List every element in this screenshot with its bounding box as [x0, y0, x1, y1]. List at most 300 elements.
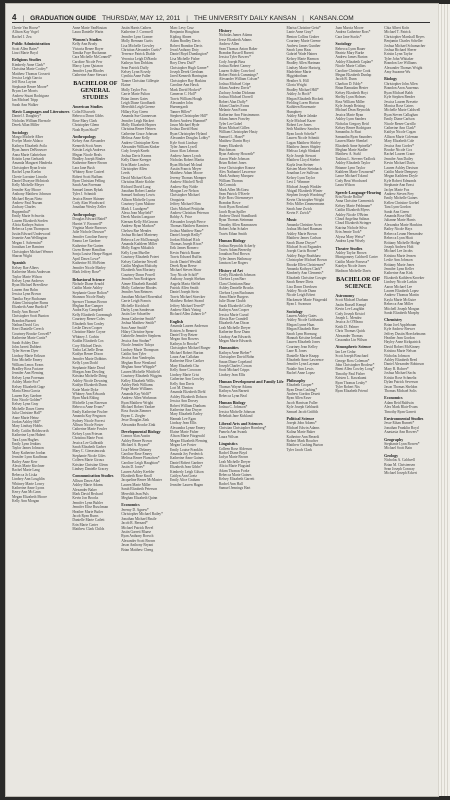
graduate-name: Andrew Paul Nuzum — [12, 201, 43, 206]
graduate-name: Michael T. Patrick — [384, 30, 411, 35]
graduate-name: Catherine Ann Clark* — [384, 125, 416, 130]
graduate-name: Mark J. Lundgren* — [121, 206, 149, 211]
graduate-name: Lindsey Jean Ellis — [218, 372, 246, 377]
graduate-name: Cameron C. Holl* — [170, 92, 197, 97]
graduate-name: Cynthia Anne Fuller — [121, 74, 151, 79]
graduate-name: Benjamin Houghton — [170, 30, 200, 35]
graduate-name: Allison Marie Coleman — [384, 134, 419, 139]
major-heading: Public Administration — [12, 41, 50, 47]
graduate-name: Hayley Anne Kirkpatrick — [384, 340, 421, 345]
graduate-name: Tyler Lee Gabel — [218, 121, 243, 126]
graduate-name: Hilary Christine Spear — [121, 330, 154, 335]
graduate-name: Megan Elizabeth Dunlap — [335, 73, 372, 78]
graduate-name: Bradley Ross Faciane — [12, 367, 44, 372]
graduate-name: Meghan Anne Whipple* — [121, 365, 157, 370]
graduate-name: Lauren Elizabeth Jones — [286, 340, 321, 345]
graduate-name: Sarah Lynn Haas — [286, 48, 312, 53]
graduate-name: Mary Lindsay Hobbs — [12, 424, 43, 429]
graduate-name: Samuel James Rybak — [72, 187, 103, 192]
graduate-name: Aaron Wade Johnson — [218, 156, 250, 161]
graduate-name: Brandon Lee Williams — [384, 61, 417, 66]
graduate-name: Ashley Paige Bradshaw — [286, 253, 321, 258]
graduate-name: Meghan Elizabeth Quinn — [121, 496, 158, 501]
name-column-1 — [12, 26, 69, 792]
major-heading: Biology — [384, 76, 398, 82]
graduate-name: Lisa Michelle Crowley — [121, 43, 155, 48]
graduate-name: Anna Christine Carmenick — [335, 199, 374, 204]
graduate-name: Jennifer Caroline Emery — [72, 234, 108, 239]
graduate-name: Ryan James DeBrouwer — [12, 148, 47, 153]
graduate-name: Christopher Glenn — [72, 123, 100, 128]
graduate-name: Jeffrey Dustin Hoeckelmann — [384, 331, 426, 336]
graduate-name: Stephanie Grace Bolton* — [72, 290, 109, 295]
graduate-name: Benjamin Charles Scheller — [384, 39, 423, 44]
graduate-name: Scott Joseph Bouchard — [335, 354, 369, 359]
graduate-name: Jessica Lynn Brown — [12, 292, 41, 297]
newspaper-stack-edge — [438, 4, 450, 796]
graduate-name: Scott Allen Bates* — [12, 46, 39, 51]
graduate-name: Kathryn Elizabeth Avila — [12, 143, 47, 148]
graduate-name: Catherine Marie Fowler — [72, 427, 107, 432]
major-heading: Human Development and Family Life — [218, 379, 284, 385]
graduate-name: Stephanie Nicole Giles — [72, 453, 106, 458]
graduate-name: Thomas Matthew Ramirez — [170, 224, 209, 229]
graduate-name: Julia Christine Hall* — [12, 411, 42, 416]
graduate-name: Stephanie Renee Moore* — [12, 84, 49, 89]
major-heading: Theatre Studies — [335, 245, 363, 251]
graduate-name: Matthew A. Stahl — [335, 152, 361, 157]
graduate-name: Alex Mark Blair-Evans — [384, 405, 418, 410]
graduate-name: Andrew David Standhardt — [218, 214, 257, 219]
graduate-name: Amanda Joy Frederick — [170, 452, 203, 456]
graduate-name: Lindsey Ann Loughlin — [12, 477, 45, 482]
graduate-name: Joshua Matthew Ranz* — [170, 228, 204, 233]
graduate-name: Joshua Michael Bauman — [286, 227, 322, 232]
graduate-name: Adam James Frawley — [218, 117, 250, 122]
graduate-name: Caroline Leigh Haughton* — [121, 460, 160, 465]
graduate-name: Alexander Baker — [72, 487, 97, 492]
graduate-name: Joshua Richard Marteney — [121, 233, 158, 238]
graduate-name: Catherine Grace Johnson — [121, 131, 158, 136]
graduate-name: Rebecca Marie Gaines — [218, 473, 252, 477]
graduate-name: Timothy Paul Fisher — [335, 371, 365, 376]
graduate-name: Nichole Diane Arnold — [72, 281, 105, 286]
graduate-name: Justin Edward Underwood — [12, 231, 51, 236]
graduate-name: Jennifer Lynn Layman — [286, 362, 320, 367]
graduate-name: Michael Dean Reynolds — [335, 108, 371, 113]
graduate-name: Christina Marie Cooley* — [12, 67, 48, 72]
graduate-name: Bradley Joseph Binder — [72, 156, 106, 161]
graduate-name: Ryan Jacob Scheltz* — [286, 131, 317, 136]
graduate-name: Caitlin Marie Dempsey — [384, 170, 418, 174]
graduate-name: Leeds — [121, 171, 130, 176]
graduate-name: Sarah Elizabeth Garber — [72, 444, 106, 449]
graduate-name: Justin Harris Cathers — [121, 26, 152, 30]
graduate-name: Katherine Fae Garten — [72, 243, 104, 248]
graduate-name: Katherine Renee Brown — [72, 161, 108, 166]
graduate-name: Michael Steven Shaw — [170, 268, 202, 273]
graduate-name: Rebecca Lynn Bauer — [335, 46, 366, 51]
graduate-name: Robby A. Price — [170, 215, 193, 220]
graduate-name: Joshua C. Johnson* — [218, 405, 248, 410]
graduate-name: Tyler James Hathaway — [218, 256, 252, 261]
graduate-name: Anna Marie Burgess — [218, 294, 249, 299]
graduate-name: Kelsey Ann Alexander — [72, 139, 105, 144]
graduate-name: Mary Katherine Jordan — [12, 450, 46, 455]
graduate-name: Cassandra Lin Wilson — [335, 338, 368, 342]
graduate-name: Elizabeth Christine Cowger — [286, 275, 327, 280]
graduate-name: Nicholas James Adams — [218, 33, 253, 38]
graduate-name: Jennifer Leigh Hackert — [121, 118, 155, 123]
graduate-name: Molly Eagen Mikulich — [121, 246, 154, 251]
graduate-name: Fielding Loren Horton — [286, 100, 320, 105]
graduate-name: Kerri Danielle Creech — [12, 327, 44, 332]
graduate-name: Cloud Angelina Salinas — [335, 217, 370, 222]
graduate-name: Jennifer Kay Moore — [12, 187, 41, 192]
graduate-name: Kalina Marie Baker — [286, 430, 316, 435]
graduate-name: Nicholas Gregory Reid — [335, 121, 369, 126]
graduate-name: Caitlin Marie Fonseca* — [335, 259, 370, 264]
graduate-name: Kelly Anne Corcoran — [170, 368, 201, 373]
graduate-name: Jonathan Michael Rosenthal — [121, 294, 162, 299]
graduate-name: Emily Lynn Jenkins — [12, 441, 41, 446]
graduate-name: Megan Elizabeth Moore — [12, 494, 47, 499]
graduate-name: Kenneth Scott Ames — [72, 143, 102, 148]
graduate-name: Kathleen Rosemarie — [286, 105, 316, 110]
graduate-name: Kevin F. Zwick* — [286, 211, 311, 216]
graduate-name: Michael Edwin Adams — [286, 425, 320, 430]
graduate-name: Meredith Leigh Greene — [121, 105, 155, 110]
graduate-name: Rachel J. Zea — [12, 34, 32, 39]
graduate-name: Kathleen Marie Townsend* — [335, 170, 376, 174]
graduate-name: Austin Francis Meyer — [170, 167, 202, 171]
graduate-name: Samantha Jo Rust — [335, 130, 362, 135]
graduate-name: Kaitlyn Elizabeth Dunn — [72, 383, 107, 388]
graduate-name: Brian James Gates — [121, 96, 148, 101]
graduate-name: Marc Levy Cruz — [170, 26, 194, 30]
graduate-name: Thomas Michael Solis — [384, 388, 417, 393]
graduate-name: Ryan Allen Esser — [286, 396, 312, 401]
graduate-name: Kyle Joseph Gebhardt — [286, 405, 319, 410]
major-heading: Geography — [384, 436, 404, 442]
graduate-name: Kelley Elizabeth Willis — [121, 378, 155, 383]
graduate-name: Michelle Dawn Green — [12, 406, 44, 411]
graduate-name: Chris Michael Pettijohn — [170, 206, 205, 211]
graduate-name: Erin Nicole Golden* — [12, 397, 42, 402]
graduate-name: Megan Elizabeth Fleming — [170, 438, 208, 443]
graduate-name: Joseph L. Mendez — [335, 315, 362, 320]
graduate-name: Jordan Ashley Hill* — [12, 419, 41, 424]
graduate-name: Harriet V. Brownell* — [72, 221, 103, 226]
graduate-name: Montgomery Caldwell Carter — [335, 255, 378, 260]
graduate-name: Ian Lee Cedar — [335, 349, 356, 354]
graduate-name: Kelsey Elizabeth Hoyt — [335, 90, 368, 95]
graduate-name: Daniel Dwayne McIntosh — [12, 179, 50, 183]
graduate-name: Lindsey Marie Crist — [170, 372, 199, 377]
major-heading: Anthropology — [72, 211, 97, 217]
graduate-name: Ross William Miller — [335, 99, 365, 104]
major-heading: Liberal Arts and Sciences — [218, 420, 263, 426]
graduate-name: Michael Scott Bain — [384, 446, 412, 451]
graduate-name: Brandon Aron Ausemus — [384, 86, 419, 91]
graduate-name: Cherie Van Hoose* — [12, 26, 40, 30]
graduate-name: Seth Matthew Sanchez — [286, 127, 320, 132]
graduate-name: Amanda Margaret Hinderks — [12, 161, 53, 166]
graduate-name: Kevin Lee Laughlin — [335, 307, 365, 312]
graduate-name: Stephen Christopher Hill* — [170, 114, 208, 119]
graduate-name: Travis Adam Bernethy — [218, 247, 252, 252]
graduate-name: Christopher Hugh Garner* — [170, 65, 209, 70]
graduate-name: Kelsey Lynn Andrews — [12, 278, 44, 283]
graduate-name: Katie Marie Dyke — [72, 387, 99, 392]
major-heading: Speech-Language-Hearing — [335, 189, 381, 195]
graduate-name: Rebecca Lee McDonough — [121, 237, 159, 242]
graduate-name: Melissa Leigh Slinkard — [286, 149, 321, 154]
graduate-name: Leslie Ann Johnson — [384, 258, 413, 263]
graduate-name: Alexander William Kinker — [121, 144, 160, 149]
graduate-name: Caitlin Meghan Mulcahy — [121, 263, 158, 268]
graduate-name: Lauren Ann Bohn — [12, 287, 38, 292]
graduate-name: Angela Maria Sleffel — [170, 281, 201, 286]
graduate-name: Tamika Faye Buchanan — [72, 51, 107, 56]
graduate-name: Chelsea Rae Mendes — [121, 228, 152, 233]
major-heading: Slavic Languages and Literatures — [12, 108, 70, 114]
graduate-name: Allison Nicole Foster — [72, 422, 104, 427]
graduate-name: Jamison Lee Rogers — [218, 261, 248, 266]
graduate-name: Kyle Andrew Brewer — [384, 327, 415, 332]
graduate-name: Nathan David Cox — [12, 323, 39, 327]
graduate-name: Darby Lynn Sanderson — [121, 308, 155, 312]
graduate-name: Nicole Marie Collins — [335, 64, 366, 69]
graduate-name: Jonathan Paul Brown — [218, 252, 250, 257]
graduate-name: Bryan Lee Morris — [12, 89, 38, 94]
graduate-name: Jonathan Lee Sullivan — [286, 171, 319, 176]
graduate-name: Lanie Anne Gray* — [286, 30, 314, 35]
graduate-name: Amanda Kathleen Miller — [121, 241, 158, 246]
graduate-name: Mary C. Gierasimczuk — [72, 449, 106, 454]
graduate-name: Tyler J. Schmidt — [72, 192, 96, 197]
graduate-name: Cara Jane Stacks* — [335, 34, 362, 39]
graduate-name: Cody Beat Woodward — [335, 178, 368, 183]
graduate-name: Joshua Reynolds Ackerly — [218, 243, 256, 248]
graduate-name: Kyle Michael Kazer — [286, 118, 316, 123]
graduate-name: Samuel Jacob Griffith — [286, 409, 319, 414]
graduate-name: Heather A. Hill — [286, 78, 309, 83]
major-heading: Linguistics — [218, 441, 238, 447]
graduate-name: Sarah Lynn Hornung — [286, 331, 317, 336]
graduate-name: Heather Marie Butler — [72, 509, 104, 514]
graduate-name: Jonathan Robert Lamke — [121, 189, 156, 194]
graduate-name: Michael Bryan Nieto — [12, 196, 43, 201]
graduate-name: Alexandra Marie Hawkins — [384, 222, 423, 227]
graduate-name: Jennifer Lynn Rhodes — [72, 68, 104, 73]
graduate-name: Adam Andrew Davis* — [218, 86, 251, 91]
graduate-name: Maria Elena Garcia — [12, 389, 41, 394]
graduate-name: Ryan Elizabeth Friend — [335, 389, 368, 394]
graduate-name: Kelly Lynn Dodd — [72, 361, 98, 366]
graduate-name: Cody Joseph Kristof — [335, 311, 365, 316]
major-heading: Sociology — [335, 41, 352, 47]
graduate-name: David Robert McKinney — [384, 344, 420, 349]
graduate-name: Megan Elizabeth Hockett — [286, 96, 324, 101]
graduate-name: Adam Charles Evans — [218, 103, 250, 108]
graduate-name: Kristen Marie Steinbach — [286, 167, 322, 171]
graduate-name: Jordan Michael Rich — [170, 237, 200, 242]
graduate-name: Michael A. Bryant* — [121, 443, 150, 448]
graduate-name: Kevin Jon Brooks — [72, 496, 99, 501]
graduate-name: Taylor James Johnson — [12, 446, 44, 451]
graduate-name: Elaine Marie Fisher — [170, 429, 199, 434]
graduate-name: Ashley Lynn Sanders — [335, 117, 367, 122]
graduate-name: Tanner Christian Gillespie — [121, 78, 160, 83]
graduate-name: Allison Kay Vogel — [12, 30, 39, 35]
graduate-name: Tashina L. Stevens-Tadlock — [335, 156, 376, 161]
graduate-name: Christopher Marshall Reyes — [384, 34, 425, 39]
graduate-name: Alexander Thomas Wright — [384, 65, 423, 70]
graduate-name: Kaitlyn Nicole Cogan — [384, 130, 416, 135]
graduate-name: Ryan Dean Cushing* — [286, 387, 318, 392]
graduate-name: Lauren Michelle Whitfield — [121, 369, 160, 374]
graduate-name: Elizabeth Rose Knoll — [121, 474, 152, 479]
graduate-name: Katherine Rose Dunn — [218, 330, 250, 335]
graduate-name: Catherine Anne Stewart — [72, 73, 107, 78]
graduate-name: Julianne Marie Harris — [384, 218, 416, 223]
graduate-name: Megan Elizabeth Hare — [286, 327, 319, 332]
graduate-name: Taylor Marie Wilson — [12, 274, 42, 279]
graduate-name: Tara Lynn Hughes — [12, 437, 39, 442]
graduate-name: Lindsey Marie Hartwig — [286, 65, 321, 70]
graduate-name: Rebecca Dawn Gibbs — [72, 114, 104, 119]
graduate-name: Stephanie Marie Doud — [72, 365, 105, 370]
graduate-name: Elizabeth Ann Moriarty — [121, 268, 156, 273]
graduate-name: Tyler Steven Dyer — [12, 349, 39, 354]
graduate-name: Ashley Nicole Downing — [72, 378, 108, 383]
graduate-name: Kyle Robert Edmonds — [384, 178, 417, 183]
graduate-name: Joshua Richard Sherer — [384, 48, 417, 53]
name-column-2 — [72, 26, 118, 792]
graduate-name: Kimberly Anne Clark* — [12, 62, 45, 67]
graduate-name: Kelly Ann Morgan — [12, 499, 40, 504]
graduate-name: Laura Wilson — [218, 434, 239, 439]
graduate-name: Chia Albert Kofn — [384, 26, 410, 30]
graduate-name: Cloud Elizabeth Stringer — [335, 221, 372, 226]
graduate-name: Noah Ryan Sholl* — [72, 127, 99, 132]
graduate-name: Jacob B. Dunn — [335, 77, 357, 82]
graduate-name: Terrence Patrick Diable — [121, 52, 156, 57]
graduate-name: Kimberly Ann Clements* — [286, 271, 324, 276]
graduate-name: Bradley Allen Hartman — [286, 61, 321, 66]
graduate-name: Lauren Ashley Keebler — [121, 469, 155, 474]
graduate-name: Bailey Nicole Hays — [384, 227, 413, 232]
graduate-name: Robert Lee Jones — [286, 122, 312, 127]
graduate-name: Jason Thomas Sheldon — [384, 384, 418, 389]
graduate-name: Erin Marie Carter — [72, 522, 98, 527]
graduate-name: Bailey Anne Kerr — [12, 459, 38, 464]
graduate-name: Amanda Sue Gunnerson — [121, 114, 157, 119]
graduate-name: Kyle Joseph Stewart — [286, 153, 317, 158]
graduate-name: Brittany Marie Jones — [384, 262, 415, 267]
graduate-name: Rebecca Jo Liska — [12, 472, 38, 477]
graduate-name: Andrew Mark Vining — [170, 308, 201, 312]
graduate-name: Katherine Ann Dwyer — [170, 407, 202, 412]
graduate-name: Whitney Marie Lowry — [12, 481, 45, 486]
graduate-name: Jessica Michelle Johnson — [218, 409, 256, 414]
graduate-name: Andrea Catherine Ross* — [335, 30, 371, 35]
graduate-name: Brian Ramadan Hester — [335, 86, 369, 91]
graduate-name: Katherine Maria Anderson — [12, 270, 51, 275]
graduate-name: Emily Alice Graham — [170, 478, 200, 483]
graduate-name: Laura Ann Callahan — [170, 355, 199, 360]
graduate-name: Andrew Allen Workman — [121, 396, 157, 401]
graduate-name: Ryan Michael Babb — [384, 90, 413, 95]
graduate-name: Emily Marie Schweitz — [12, 214, 45, 219]
graduate-name: Kelsey Marie Harmon — [286, 56, 319, 61]
graduate-name: Christina Renee Heinen — [121, 127, 156, 132]
graduate-name: Kelsey Renee Rodriguez — [335, 125, 372, 130]
graduate-name: Christian Christopher Hornberg* — [218, 425, 267, 430]
graduate-name: Courtney Renee Coles — [72, 317, 105, 322]
graduate-name: Tanner Hillen* — [170, 109, 192, 114]
graduate-name: Alexandra Lynne Emery — [170, 425, 206, 430]
graduate-name: Robert Scott Buffum — [72, 174, 103, 179]
graduate-name: Pamela Ann Swank — [218, 430, 247, 435]
graduate-name: Ryan Thomas Leahy* — [335, 380, 367, 385]
graduate-name: Leah Michelle Dreyer — [218, 325, 251, 330]
graduate-name: Nicholas Robert Martin — [170, 158, 205, 163]
graduate-name: John Jarrett Dubbert — [12, 345, 42, 350]
graduate-name: Kayla Marie McGuire — [384, 297, 417, 302]
graduate-name: Molly Catherine Rhodes — [121, 285, 157, 290]
graduate-name: Emily Katherine Fischer — [72, 409, 108, 414]
graduate-name: Colin Ellsworth — [72, 109, 96, 114]
graduate-name: Scott Michael Durham — [335, 298, 369, 303]
graduate-name: Ashley Nicole O'Brien — [335, 212, 369, 217]
graduate-name: Ashley Marie Fox* — [12, 380, 40, 385]
graduate-name: Dylan Patrick Severson — [384, 380, 419, 385]
graduate-name: Christopher Michael Burger — [170, 346, 211, 351]
graduate-name: Alexis Rae Crandell — [218, 317, 248, 321]
major-heading: Developmental Biology — [121, 428, 161, 434]
graduate-name: Alicia Marie Flagstad — [218, 464, 251, 469]
graduate-name: Christopher Michael Brown — [286, 258, 327, 263]
graduate-name: Ryan Michael Breedlove — [12, 283, 48, 288]
graduate-name: Matthew Adam Moore — [170, 171, 203, 176]
graduate-name: William Thomas — [218, 178, 243, 183]
graduate-name: Emily Michelle Gaines — [384, 196, 418, 201]
graduate-name: Catherine Ann Crowley — [170, 377, 205, 382]
graduate-name: Ashley Renee Brown — [121, 438, 152, 443]
graduate-name: Heather Jean Gordon — [384, 336, 415, 341]
graduate-name: Joan Marcia Moore — [335, 26, 364, 30]
graduate-name: Amanda Kay Ferguson — [72, 414, 106, 419]
graduate-name: Jesse Elizabeth Adams — [218, 37, 252, 42]
graduate-name: Nicholas A. Caldwell — [384, 458, 416, 463]
graduate-name: Caroline Nicole Pew — [72, 59, 103, 64]
graduate-name: Whitney J. Corbin — [72, 334, 99, 339]
graduate-name: Alicia Kathryn Sutton — [12, 223, 44, 228]
graduate-name: Alexa Jean Mayfield* — [121, 211, 153, 216]
graduate-name: Timothy Ryan Garrett — [384, 409, 416, 414]
graduate-name: Robert Andrew Hummel* — [170, 118, 208, 123]
graduate-name: Jaclyn Marie Brown — [218, 455, 249, 460]
graduate-name: Ashley Marie Jahnke — [286, 114, 318, 119]
graduate-name: Lauren Ashley Davison — [384, 165, 419, 170]
graduate-name: Thomas Wayne Adams — [218, 384, 253, 389]
graduate-name: Kiernan Kelly McGavran — [121, 219, 158, 224]
graduate-name: Brittany Michelle Hodge — [384, 240, 421, 245]
graduate-name: Lauren Marie Shenkel — [335, 139, 368, 144]
graduate-name: Sydney Nicole Forrest — [72, 418, 105, 423]
